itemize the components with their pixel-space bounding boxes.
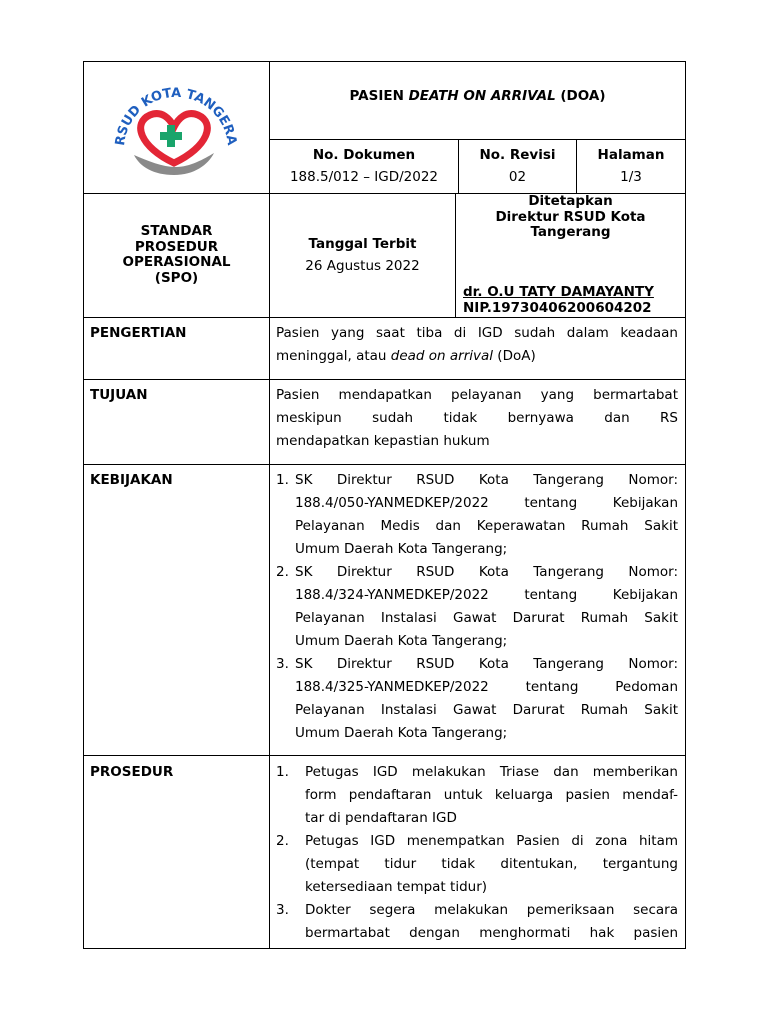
tujuan-line: mendapatkan kepastian hukum bbox=[276, 433, 490, 449]
list-line: 188.4/324-YANMEDKEP/2022 tentang Kebijakan bbox=[295, 587, 678, 603]
list-line: Petugas IGD melakukan Triase dan memberikan bbox=[305, 764, 678, 780]
list-number: 1. bbox=[276, 764, 289, 780]
list-line: SK Direktur RSUD Kota Tangerang Nomor: bbox=[295, 564, 678, 580]
table-border-left bbox=[83, 61, 84, 949]
table-border-bottom bbox=[83, 948, 686, 949]
list-item bbox=[276, 469, 678, 561]
title-suffix: (DOA) bbox=[555, 88, 606, 104]
tujuan-label: TUJUAN bbox=[90, 387, 148, 403]
title-row-divider bbox=[269, 139, 686, 140]
list-line: SK Direktur RSUD Kota Tangerang Nomor: bbox=[295, 472, 678, 488]
spo-line: (SPO) bbox=[154, 269, 199, 286]
approval-block bbox=[456, 194, 685, 241]
list-number: 2. bbox=[276, 564, 289, 580]
document-title bbox=[270, 88, 685, 104]
list-line: 188.4/050-YANMEDKEP/2022 tentang Kebijakan bbox=[295, 495, 678, 511]
list-item bbox=[276, 561, 678, 653]
list-line: tar di pendaftaran IGD bbox=[305, 810, 457, 826]
kebijakan-list bbox=[276, 469, 678, 745]
issued-date-label: Tanggal Terbit bbox=[308, 236, 417, 252]
pengertian-text bbox=[276, 322, 678, 368]
doc-no-label: No. Dokumen bbox=[312, 147, 416, 163]
kebijakan-row-divider bbox=[83, 755, 686, 756]
rsud-logo-graphic bbox=[110, 75, 240, 180]
spo-line: PROSEDUR bbox=[134, 238, 219, 255]
list-line: Petugas IGD menempatkan Pasien di zona hitam bbox=[305, 833, 678, 849]
list-line: Umum Daerah Kota Tangerang; bbox=[295, 541, 508, 557]
medical-cross-icon bbox=[160, 125, 182, 147]
issued-date-cell bbox=[270, 233, 455, 277]
list-line: Dokter segera melakukan pemeriksaan secara bbox=[305, 902, 678, 918]
table-border-top bbox=[83, 61, 686, 62]
list-item bbox=[276, 899, 678, 945]
list-line: Umum Daerah Kota Tangerang; bbox=[295, 633, 508, 649]
list-line: 188.4/325-YANMEDKEP/2022 tentang Pedoman bbox=[295, 679, 678, 695]
revision-label: No. Revisi bbox=[479, 147, 556, 163]
signer-name: dr. O.U TATY DAMAYANTY bbox=[463, 284, 654, 300]
spo-row-divider bbox=[83, 317, 686, 318]
revision-cell bbox=[459, 144, 576, 188]
doc-no-value: 188.5/012 – IGD/2022 bbox=[289, 169, 439, 185]
list-line: form pendaftaran untuk keluarga pasien mendaf- bbox=[305, 787, 678, 803]
list-line: (tempat tidur tidak ditentukan, tergantung bbox=[305, 856, 678, 872]
tujuan-line: Pasien mendapatkan pelayanan yang bermartabat bbox=[276, 387, 678, 403]
prosedur-list bbox=[276, 761, 678, 945]
tujuan-text bbox=[276, 384, 678, 453]
list-number: 1. bbox=[276, 472, 289, 488]
revision-value: 02 bbox=[508, 169, 527, 185]
spo-line: STANDAR bbox=[140, 223, 213, 239]
page-cell bbox=[577, 144, 685, 188]
logo-arc-text: RSUD KOTA TANGERA bbox=[112, 85, 239, 147]
list-line: Pelayanan Instalasi Gawat Darurat Rumah Sakit bbox=[295, 610, 678, 626]
list-line: bermartabat dengan menghormati hak pasien bbox=[305, 925, 678, 941]
list-number: 3. bbox=[276, 656, 289, 672]
pengertian-prefix: meninggal, atau bbox=[276, 348, 391, 364]
list-line: Umum Daerah Kota Tangerang; bbox=[295, 725, 508, 741]
issued-date-value: 26 Agustus 2022 bbox=[305, 258, 420, 274]
pengertian-suffix: (DoA) bbox=[493, 348, 536, 364]
list-number: 3. bbox=[276, 902, 289, 918]
pengertian-label: PENGERTIAN bbox=[90, 325, 187, 341]
list-item bbox=[276, 830, 678, 899]
signer-block bbox=[463, 285, 685, 316]
list-item bbox=[276, 653, 678, 745]
pengertian-row-divider bbox=[83, 379, 686, 380]
approval-line: Direktur RSUD Kota bbox=[495, 208, 646, 225]
list-item bbox=[276, 761, 678, 830]
list-line: ketersediaan tempat tidur) bbox=[305, 879, 488, 895]
approval-line: Ditetapkan bbox=[528, 193, 613, 209]
title-italic: DEATH ON ARRIVAL bbox=[408, 88, 556, 104]
list-line: Pelayanan Medis dan Keperawatan Rumah Sakit bbox=[295, 518, 678, 534]
page-value: 1/3 bbox=[620, 169, 642, 185]
kebijakan-label: KEBIJAKAN bbox=[90, 472, 173, 488]
tujuan-line: meskipun sudah tidak bernyawa dan RS bbox=[276, 410, 678, 426]
table-border-right bbox=[685, 61, 686, 949]
tujuan-row-divider bbox=[83, 464, 686, 465]
pengertian-line bbox=[276, 345, 678, 368]
prosedur-label: PROSEDUR bbox=[90, 764, 174, 780]
list-number: 2. bbox=[276, 833, 289, 849]
signer-nip: NIP.19730406200604202 bbox=[463, 299, 652, 316]
title-prefix: PASIEN bbox=[349, 88, 409, 104]
spo-label bbox=[84, 224, 269, 286]
pengertian-italic: dead on arrival bbox=[390, 348, 494, 364]
list-line: Pelayanan Instalasi Gawat Darurat Rumah Sakit bbox=[295, 702, 678, 718]
page-label: Halaman bbox=[597, 147, 665, 163]
list-line: SK Direktur RSUD Kota Tangerang Nomor: bbox=[295, 656, 678, 672]
approval-line: Tangerang bbox=[530, 224, 611, 240]
table-column-divider bbox=[269, 61, 270, 949]
doc-no-cell bbox=[270, 144, 458, 188]
pengertian-line: Pasien yang saat tiba di IGD sudah dalam keadaan bbox=[276, 325, 678, 341]
rsud-logo bbox=[110, 75, 240, 180]
spo-line: OPERASIONAL bbox=[122, 254, 231, 270]
